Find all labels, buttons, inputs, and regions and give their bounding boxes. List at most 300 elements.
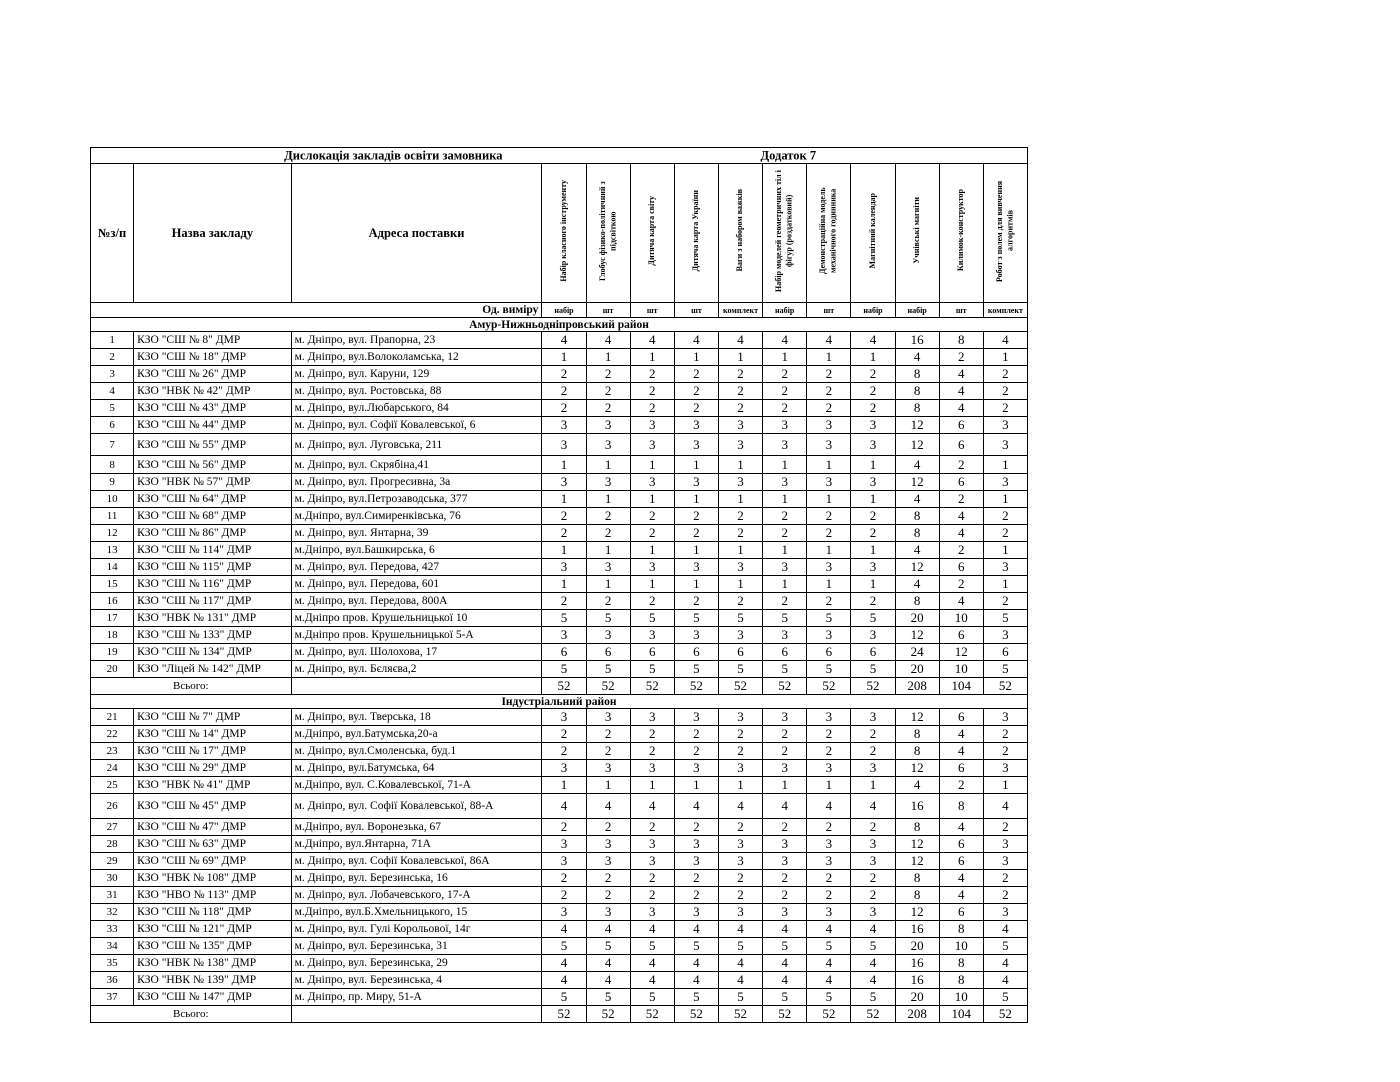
- col-header-item: [630, 164, 674, 303]
- school-name: КЗО "НВО № 113" ДМР: [134, 887, 292, 904]
- value-cell: 2: [542, 366, 586, 383]
- value-cell: 3: [542, 417, 586, 434]
- item-header-label: Дитяча карта світу: [647, 195, 657, 266]
- value-cell: 5: [851, 661, 895, 678]
- value-cell: 6: [939, 559, 983, 576]
- value-cell: 1: [807, 576, 851, 593]
- value-cell: 1: [674, 576, 718, 593]
- value-cell: 2: [630, 887, 674, 904]
- value-cell: 6: [939, 836, 983, 853]
- school-name: КЗО "СШ № 135" ДМР: [134, 938, 292, 955]
- total-label: Всього:: [91, 678, 292, 695]
- value-cell: 4: [851, 972, 895, 989]
- value-cell: 3: [586, 417, 630, 434]
- value-cell: 12: [895, 760, 939, 777]
- value-cell: 3: [763, 434, 807, 456]
- value-cell: 1: [630, 349, 674, 366]
- value-cell: 4: [674, 972, 718, 989]
- delivery-address: м.Дніпро, вул. Воронезька, 67: [291, 819, 542, 836]
- appendix-label: Додаток 7: [760, 148, 817, 162]
- delivery-address: м. Дніпро, вул. Березинська, 29: [291, 955, 542, 972]
- value-cell: 4: [542, 794, 586, 819]
- value-cell: 2: [542, 525, 586, 542]
- value-cell: 5: [807, 661, 851, 678]
- value-cell: 1: [983, 491, 1027, 508]
- school-name: КЗО "НВК № 139" ДМР: [134, 972, 292, 989]
- value-cell: 2: [851, 366, 895, 383]
- value-cell: 1: [807, 456, 851, 474]
- value-cell: 6: [939, 853, 983, 870]
- value-cell: 2: [674, 525, 718, 542]
- total-value-cell: 52: [851, 1006, 895, 1023]
- value-cell: 4: [939, 593, 983, 610]
- totals-row: [91, 1006, 1028, 1023]
- row-num: 7: [91, 434, 134, 456]
- value-cell: 4: [939, 743, 983, 760]
- total-value-cell: 208: [895, 678, 939, 695]
- value-cell: 3: [674, 760, 718, 777]
- value-cell: 2: [674, 383, 718, 400]
- item-header-label: Килимок-конструктор: [956, 189, 966, 272]
- value-cell: 5: [983, 610, 1027, 627]
- delivery-address: м.Дніпро, вул.Башкирська, 6: [291, 542, 542, 559]
- value-cell: 1: [763, 542, 807, 559]
- delivery-address: м. Дніпро, пр. Миру, 51-А: [291, 989, 542, 1006]
- value-cell: 2: [763, 743, 807, 760]
- row-num: 27: [91, 819, 134, 836]
- value-cell: 2: [718, 383, 762, 400]
- value-cell: 8: [895, 887, 939, 904]
- delivery-address: м. Дніпро, вул. Софії Ковалевської, 86А: [291, 853, 542, 870]
- delivery-address: м. Дніпро, вул. Ростовська, 88: [291, 383, 542, 400]
- col-header-item: [807, 164, 851, 303]
- row-num: 10: [91, 491, 134, 508]
- col-header-num: №з/п: [91, 164, 134, 303]
- school-name: КЗО "СШ № 134" ДМР: [134, 644, 292, 661]
- item-header-label: Глобус фізико-політичний з підсвіткою: [597, 180, 618, 281]
- value-cell: 12: [895, 559, 939, 576]
- value-cell: 3: [630, 709, 674, 726]
- value-cell: 2: [542, 400, 586, 417]
- value-cell: 6: [630, 644, 674, 661]
- table-row: [91, 972, 1028, 989]
- row-num: 6: [91, 417, 134, 434]
- value-cell: 2: [851, 887, 895, 904]
- document-sheet: [90, 147, 1028, 1023]
- value-cell: 3: [763, 836, 807, 853]
- value-cell: 3: [630, 474, 674, 491]
- value-cell: 12: [895, 627, 939, 644]
- value-cell: 1: [763, 777, 807, 794]
- value-cell: 3: [542, 709, 586, 726]
- value-cell: 2: [763, 887, 807, 904]
- total-value-cell: 104: [939, 678, 983, 695]
- value-cell: 12: [895, 434, 939, 456]
- value-cell: 3: [718, 627, 762, 644]
- value-cell: 2: [586, 819, 630, 836]
- value-cell: 2: [807, 870, 851, 887]
- value-cell: 4: [939, 726, 983, 743]
- unit-cell: шт: [630, 303, 674, 318]
- delivery-address: м. Дніпро, вул. Тверська, 18: [291, 709, 542, 726]
- table-row: [91, 870, 1028, 887]
- value-cell: 4: [630, 955, 674, 972]
- value-cell: 2: [674, 743, 718, 760]
- col-header-item: [851, 164, 895, 303]
- value-cell: 10: [939, 610, 983, 627]
- value-cell: 8: [895, 508, 939, 525]
- school-name: КЗО "СШ № 45" ДМР: [134, 794, 292, 819]
- value-cell: 3: [630, 627, 674, 644]
- table-row: [91, 542, 1028, 559]
- value-cell: 2: [718, 819, 762, 836]
- value-cell: 3: [718, 474, 762, 491]
- school-name: КЗО "СШ № 116" ДМР: [134, 576, 292, 593]
- unit-cell: комплект: [983, 303, 1027, 318]
- value-cell: 4: [939, 400, 983, 417]
- value-cell: 5: [763, 610, 807, 627]
- column-header-row: [91, 164, 1028, 303]
- value-cell: 2: [807, 726, 851, 743]
- value-cell: 20: [895, 989, 939, 1006]
- delivery-address: м.Дніпро, вул.Симиренківська, 76: [291, 508, 542, 525]
- value-cell: 4: [939, 819, 983, 836]
- value-cell: 8: [895, 366, 939, 383]
- totals-row: [91, 678, 1028, 695]
- col-header-item: [674, 164, 718, 303]
- value-cell: 3: [630, 559, 674, 576]
- value-cell: 2: [718, 887, 762, 904]
- value-cell: 8: [895, 819, 939, 836]
- school-name: КЗО "СШ № 14" ДМР: [134, 726, 292, 743]
- title-row: [91, 148, 1028, 164]
- school-name: КЗО "СШ № 44" ДМР: [134, 417, 292, 434]
- value-cell: 2: [586, 508, 630, 525]
- value-cell: 4: [807, 794, 851, 819]
- value-cell: 1: [630, 491, 674, 508]
- value-cell: 5: [983, 989, 1027, 1006]
- value-cell: 12: [895, 853, 939, 870]
- value-cell: 8: [895, 870, 939, 887]
- total-value-cell: 52: [674, 1006, 718, 1023]
- value-cell: 5: [807, 989, 851, 1006]
- value-cell: 3: [851, 559, 895, 576]
- value-cell: 3: [586, 760, 630, 777]
- value-cell: 4: [542, 921, 586, 938]
- value-cell: 8: [939, 972, 983, 989]
- table-row: [91, 366, 1028, 383]
- delivery-address: м.Дніпро пров. Крушельницької 5-А: [291, 627, 542, 644]
- value-cell: 10: [939, 938, 983, 955]
- value-cell: 1: [674, 349, 718, 366]
- value-cell: 3: [586, 627, 630, 644]
- value-cell: 2: [939, 542, 983, 559]
- value-cell: 2: [718, 508, 762, 525]
- value-cell: 10: [939, 989, 983, 1006]
- value-cell: 2: [983, 508, 1027, 525]
- value-cell: 2: [718, 593, 762, 610]
- value-cell: 3: [674, 474, 718, 491]
- value-cell: 8: [939, 332, 983, 349]
- value-cell: 5: [763, 938, 807, 955]
- units-row: [91, 303, 1028, 318]
- value-cell: 3: [807, 760, 851, 777]
- value-cell: 2: [763, 508, 807, 525]
- value-cell: 2: [586, 525, 630, 542]
- value-cell: 3: [763, 904, 807, 921]
- value-cell: 2: [851, 508, 895, 525]
- value-cell: 2: [630, 383, 674, 400]
- table-row: [91, 525, 1028, 542]
- school-name: КЗО "СШ № 86" ДМР: [134, 525, 292, 542]
- value-cell: 2: [630, 366, 674, 383]
- value-cell: 1: [630, 576, 674, 593]
- table-row: [91, 887, 1028, 904]
- value-cell: 4: [718, 972, 762, 989]
- value-cell: 2: [851, 819, 895, 836]
- value-cell: 2: [983, 726, 1027, 743]
- value-cell: 6: [939, 417, 983, 434]
- school-name: КЗО "СШ № 115" ДМР: [134, 559, 292, 576]
- value-cell: 12: [895, 836, 939, 853]
- unit-cell: шт: [939, 303, 983, 318]
- value-cell: 2: [763, 870, 807, 887]
- school-name: КЗО "СШ № 69" ДМР: [134, 853, 292, 870]
- value-cell: 2: [542, 743, 586, 760]
- value-cell: 6: [807, 644, 851, 661]
- row-num: 2: [91, 349, 134, 366]
- value-cell: 2: [807, 819, 851, 836]
- school-name: КЗО "СШ № 121" ДМР: [134, 921, 292, 938]
- value-cell: 3: [586, 474, 630, 491]
- value-cell: 5: [586, 989, 630, 1006]
- value-cell: 8: [895, 383, 939, 400]
- value-cell: 3: [586, 434, 630, 456]
- total-value-cell: 52: [763, 1006, 807, 1023]
- value-cell: 4: [586, 332, 630, 349]
- school-name: КЗО "СШ № 63" ДМР: [134, 836, 292, 853]
- value-cell: 2: [718, 366, 762, 383]
- row-num: 4: [91, 383, 134, 400]
- title-cell: [91, 148, 1028, 164]
- value-cell: 4: [763, 332, 807, 349]
- table-row: [91, 508, 1028, 525]
- value-cell: 3: [983, 417, 1027, 434]
- value-cell: 4: [983, 921, 1027, 938]
- delivery-address: м. Дніпро, вул.Смоленська, буд.1: [291, 743, 542, 760]
- item-header-label: Магнітний календар: [867, 192, 877, 269]
- delivery-address: м. Дніпро, вул. Прапорна, 23: [291, 332, 542, 349]
- value-cell: 3: [851, 709, 895, 726]
- school-name: КЗО "СШ № 17" ДМР: [134, 743, 292, 760]
- value-cell: 1: [586, 491, 630, 508]
- total-value-cell: 52: [542, 1006, 586, 1023]
- value-cell: 1: [586, 456, 630, 474]
- delivery-address: м. Дніпро, вул. Гулі Корольової, 14г: [291, 921, 542, 938]
- value-cell: 4: [807, 972, 851, 989]
- table-row: [91, 836, 1028, 853]
- value-cell: 1: [983, 456, 1027, 474]
- total-value-cell: 52: [983, 1006, 1027, 1023]
- value-cell: 3: [983, 836, 1027, 853]
- row-num: 9: [91, 474, 134, 491]
- value-cell: 8: [939, 794, 983, 819]
- value-cell: 3: [983, 760, 1027, 777]
- value-cell: 8: [895, 400, 939, 417]
- total-value-cell: 52: [630, 1006, 674, 1023]
- value-cell: 4: [542, 332, 586, 349]
- value-cell: 1: [718, 491, 762, 508]
- empty-address-cell: [291, 678, 542, 695]
- school-name: КЗО "СШ № 118" ДМР: [134, 904, 292, 921]
- value-cell: 3: [851, 417, 895, 434]
- school-name: КЗО "СШ № 29" ДМР: [134, 760, 292, 777]
- table-row: [91, 777, 1028, 794]
- value-cell: 8: [895, 593, 939, 610]
- value-cell: 1: [851, 349, 895, 366]
- table-row: [91, 644, 1028, 661]
- value-cell: 2: [939, 491, 983, 508]
- value-cell: 4: [807, 332, 851, 349]
- value-cell: 3: [674, 836, 718, 853]
- value-cell: 3: [763, 559, 807, 576]
- value-cell: 3: [718, 853, 762, 870]
- value-cell: 10: [939, 661, 983, 678]
- value-cell: 4: [718, 332, 762, 349]
- value-cell: 4: [939, 525, 983, 542]
- value-cell: 3: [586, 836, 630, 853]
- value-cell: 3: [763, 760, 807, 777]
- value-cell: 1: [586, 349, 630, 366]
- value-cell: 2: [807, 400, 851, 417]
- value-cell: 1: [542, 491, 586, 508]
- value-cell: 4: [586, 794, 630, 819]
- value-cell: 1: [851, 491, 895, 508]
- value-cell: 3: [718, 709, 762, 726]
- row-num: 32: [91, 904, 134, 921]
- value-cell: 2: [807, 383, 851, 400]
- item-header-label: Демонстраційна модель механічного годинника: [818, 187, 838, 274]
- col-header-address: Адреса поставки: [291, 164, 542, 303]
- value-cell: 6: [939, 627, 983, 644]
- value-cell: 2: [674, 593, 718, 610]
- value-cell: 3: [674, 904, 718, 921]
- value-cell: 2: [674, 508, 718, 525]
- value-cell: 4: [983, 794, 1027, 819]
- value-cell: 5: [586, 610, 630, 627]
- delivery-address: м.Дніпро, вул.Б.Хмельницького, 15: [291, 904, 542, 921]
- value-cell: 3: [630, 760, 674, 777]
- value-cell: 2: [542, 383, 586, 400]
- row-num: 33: [91, 921, 134, 938]
- value-cell: 1: [542, 456, 586, 474]
- value-cell: 3: [983, 559, 1027, 576]
- value-cell: 1: [983, 542, 1027, 559]
- value-cell: 2: [851, 400, 895, 417]
- col-header-item: [895, 164, 939, 303]
- value-cell: 4: [983, 972, 1027, 989]
- value-cell: 2: [983, 400, 1027, 417]
- row-num: 11: [91, 508, 134, 525]
- table-row: [91, 456, 1028, 474]
- value-cell: 3: [763, 474, 807, 491]
- value-cell: 2: [939, 456, 983, 474]
- value-cell: 16: [895, 972, 939, 989]
- school-name: КЗО "СШ № 18" ДМР: [134, 349, 292, 366]
- value-cell: 3: [983, 434, 1027, 456]
- row-num: 1: [91, 332, 134, 349]
- table-row: [91, 819, 1028, 836]
- table-row: [91, 794, 1028, 819]
- value-cell: 3: [542, 904, 586, 921]
- section-name: Амур-Нижньодніпровський район: [91, 318, 1028, 332]
- value-cell: 1: [674, 777, 718, 794]
- value-cell: 4: [851, 921, 895, 938]
- value-cell: 3: [851, 474, 895, 491]
- value-cell: 3: [851, 434, 895, 456]
- value-cell: 6: [586, 644, 630, 661]
- table-row: [91, 760, 1028, 777]
- value-cell: 2: [586, 726, 630, 743]
- value-cell: 3: [851, 836, 895, 853]
- value-cell: 4: [763, 972, 807, 989]
- total-value-cell: 52: [851, 678, 895, 695]
- value-cell: 2: [983, 593, 1027, 610]
- delivery-address: м. Дніпро, вул. Софії Ковалевської, 88-А: [291, 794, 542, 819]
- value-cell: 3: [851, 627, 895, 644]
- empty-address-cell: [291, 1006, 542, 1023]
- table-row: [91, 938, 1028, 955]
- section-header-row: [91, 695, 1028, 709]
- row-num: 22: [91, 726, 134, 743]
- value-cell: 3: [807, 709, 851, 726]
- value-cell: 2: [939, 576, 983, 593]
- value-cell: 6: [983, 644, 1027, 661]
- value-cell: 4: [807, 921, 851, 938]
- unit-measure-label: Од. виміру: [91, 303, 542, 318]
- value-cell: 5: [983, 661, 1027, 678]
- value-cell: 2: [763, 400, 807, 417]
- value-cell: 5: [674, 989, 718, 1006]
- value-cell: 5: [851, 938, 895, 955]
- value-cell: 2: [851, 743, 895, 760]
- total-value-cell: 104: [939, 1006, 983, 1023]
- value-cell: 2: [983, 743, 1027, 760]
- value-cell: 2: [983, 383, 1027, 400]
- delivery-address: м. Дніпро, вул. Березинська, 31: [291, 938, 542, 955]
- value-cell: 4: [674, 794, 718, 819]
- value-cell: 3: [807, 434, 851, 456]
- value-cell: 3: [674, 417, 718, 434]
- value-cell: 3: [807, 836, 851, 853]
- dislocation-table: [90, 147, 1028, 1023]
- school-name: КЗО "СШ № 26" ДМР: [134, 366, 292, 383]
- value-cell: 1: [542, 542, 586, 559]
- value-cell: 2: [586, 593, 630, 610]
- value-cell: 4: [630, 794, 674, 819]
- value-cell: 3: [807, 627, 851, 644]
- total-value-cell: 52: [718, 678, 762, 695]
- value-cell: 6: [542, 644, 586, 661]
- value-cell: 4: [939, 383, 983, 400]
- col-header-name: Назва закладу: [134, 164, 292, 303]
- value-cell: 1: [586, 542, 630, 559]
- value-cell: 2: [542, 593, 586, 610]
- value-cell: 3: [542, 627, 586, 644]
- row-num: 18: [91, 627, 134, 644]
- school-name: КЗО "НВК № 42" ДМР: [134, 383, 292, 400]
- value-cell: 3: [763, 627, 807, 644]
